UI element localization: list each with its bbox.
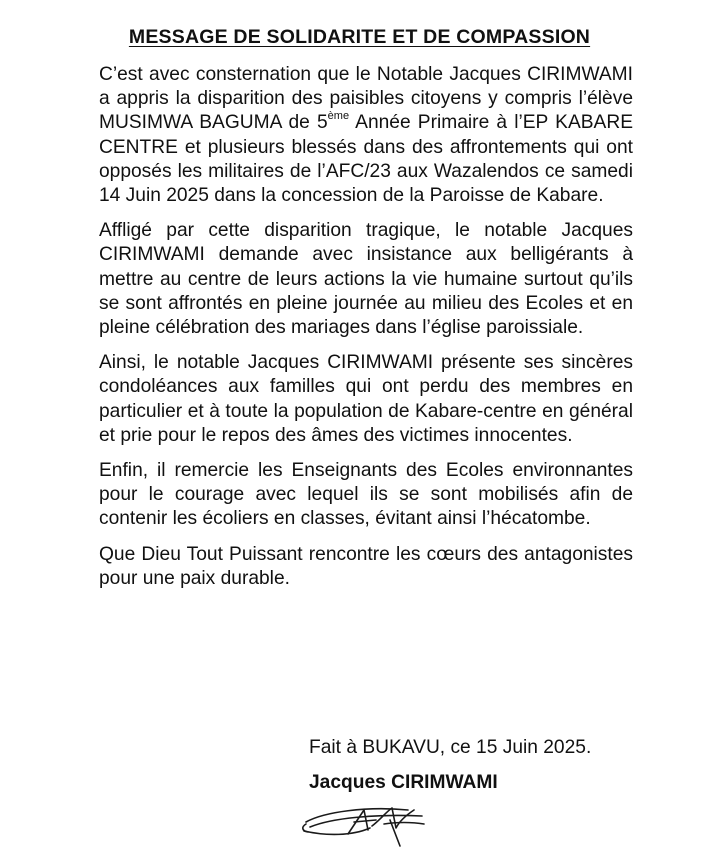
- paragraph-announcement-part1: C’est avec consternation que le Notable Jacques CIRIMWAMI a appris la disparition des paisibles citoyens y compris l’élève MUSIMWA BAGUMA de 5: [99, 64, 633, 134]
- handwritten-signature: [296, 800, 436, 852]
- document-body: [99, 63, 633, 602]
- document-title: MESSAGE DE SOLIDARITE ET DE COMPASSION: [128, 26, 591, 48]
- paragraph-announcement: [99, 63, 633, 208]
- paragraph-condolences: Ainsi, le notable Jacques CIRIMWAMI présente ses sincères condoléances aux familles qui ont perdu des membres en particulier et à toute la population de Kabare-centre en général et prie pour le repos des âmes des victimes innocentes.: [99, 352, 633, 446]
- closing-place-date: Fait à BUKAVU, ce 15 Juin 2025.: [309, 737, 592, 758]
- paragraph-prayer: Que Dieu Tout Puissant rencontre les cœurs des antagonistes pour une paix durable.: [99, 543, 633, 589]
- ordinal-superscript: ème: [327, 110, 350, 123]
- paragraph-announcement-part2: Année Primaire à l’EP KABARE CENTRE et plusieurs blessés dans des affrontements qui ont opposés les militaires de l’AFC/23 aux Wazalendos ce samedi 14 Juin 2025 dans la concession de la Paroisse de Kabare.: [99, 112, 633, 207]
- paragraph-appeal: Affligé par cette disparition tragique, le notable Jacques CIRIMWAMI demande avec insistance aux belligérants à mettre au centre de leurs actions la vie humaine surtout qu’ils se sont affrontés en pleine journée au milieu des Ecoles et en pleine célébration des mariages dans l’église paroissiale.: [99, 220, 633, 339]
- paragraph-thanks: Enfin, il remercie les Enseignants des Ecoles environnantes pour le courage avec lequel ils se sont mobilisés afin de contenir les écoliers en classes, évitant ainsi l’hécatombe.: [99, 460, 633, 530]
- signer-name: Jacques CIRIMWAMI: [309, 772, 498, 793]
